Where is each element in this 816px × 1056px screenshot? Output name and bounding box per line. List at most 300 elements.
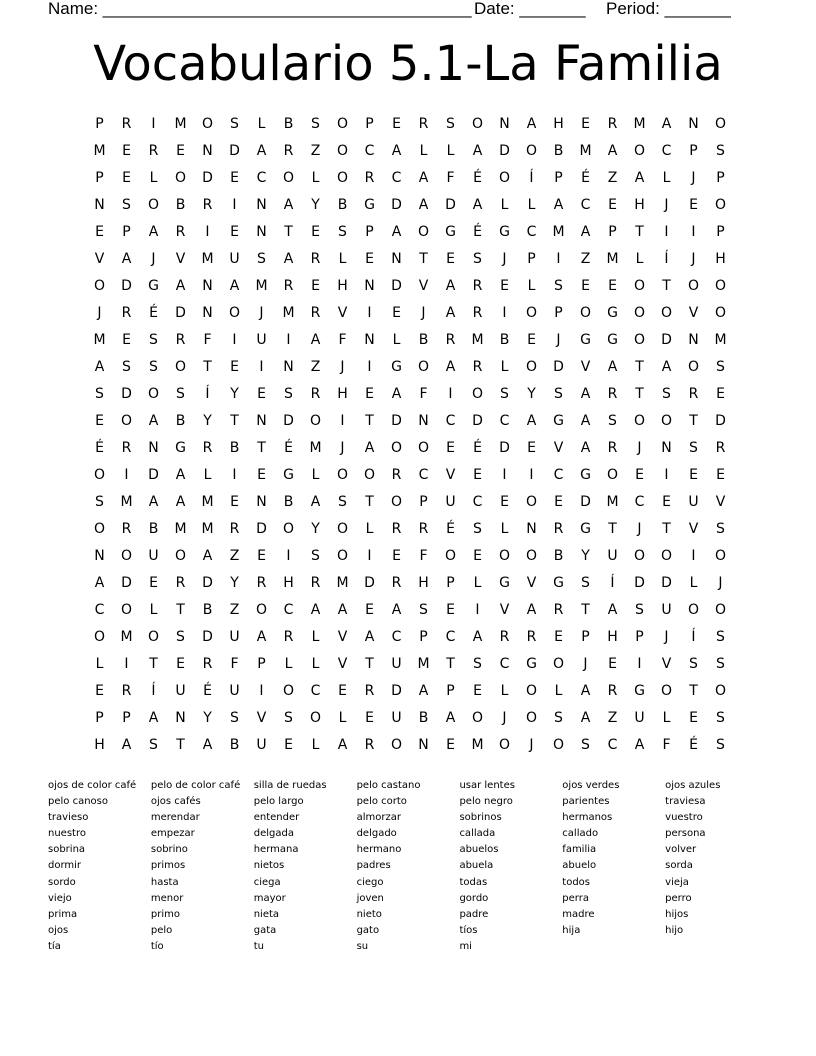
- grid-letter: É: [689, 736, 698, 753]
- grid-letter: N: [688, 115, 699, 132]
- grid-letter: O: [282, 682, 295, 699]
- grid-letter: A: [283, 250, 294, 267]
- grid-letter: S: [257, 250, 266, 267]
- grid-letter: S: [716, 736, 725, 753]
- grid-letter: D: [391, 196, 402, 213]
- grid-letter: J: [691, 250, 696, 267]
- grid-letter: T: [608, 520, 617, 537]
- word-list-item: hijo: [665, 924, 684, 936]
- grid-letter: C: [580, 196, 591, 213]
- grid-letter: H: [715, 250, 726, 267]
- grid-letter: F: [446, 169, 455, 186]
- grid-letter: I: [448, 385, 453, 402]
- grid-letter: R: [364, 736, 375, 753]
- grid-letter: E: [716, 466, 725, 483]
- grid-letter: V: [553, 439, 564, 456]
- grid-letter: I: [529, 466, 534, 483]
- grid-letter: T: [419, 250, 428, 267]
- grid-letter: S: [176, 628, 185, 645]
- grid-letter: R: [310, 385, 321, 402]
- word-list-item: todos: [562, 876, 591, 888]
- grid-letter: O: [471, 709, 484, 726]
- grid-letter: P: [257, 655, 266, 672]
- grid-letter: V: [580, 358, 591, 375]
- grid-letter: Y: [581, 547, 590, 564]
- grid-letter: O: [525, 142, 538, 159]
- grid-letter: T: [635, 223, 644, 240]
- grid-letter: I: [232, 466, 237, 483]
- grid-letter: E: [122, 331, 131, 348]
- grid-letter: R: [526, 628, 537, 645]
- grid-letter: D: [202, 628, 213, 645]
- grid-letter: M: [633, 115, 646, 132]
- grid-letter: M: [120, 628, 133, 645]
- grid-letter: P: [419, 628, 428, 645]
- grid-letter: Y: [203, 709, 212, 726]
- grid-letter: S: [635, 601, 644, 618]
- grid-letter: A: [472, 142, 483, 159]
- grid-letter: Y: [527, 385, 536, 402]
- word-list-item: gata: [253, 924, 277, 936]
- grid-letter: D: [391, 277, 402, 294]
- grid-letter: R: [283, 277, 294, 294]
- grid-letter: I: [259, 358, 264, 375]
- grid-letter: É: [95, 439, 104, 456]
- grid-letter: D: [445, 196, 456, 213]
- grid-letter: C: [499, 412, 510, 429]
- grid-letter: O: [714, 196, 727, 213]
- word-list-item: entender: [253, 812, 300, 824]
- grid-letter: I: [124, 466, 129, 483]
- grid-letter: U: [256, 331, 267, 348]
- grid-letter: L: [149, 169, 158, 186]
- grid-letter: A: [526, 412, 537, 429]
- grid-letter: J: [718, 574, 723, 591]
- grid-letter: I: [367, 304, 372, 321]
- grid-letter: P: [716, 223, 725, 240]
- grid-letter: B: [418, 709, 429, 726]
- grid-letter: E: [581, 277, 590, 294]
- grid-letter: U: [148, 547, 159, 564]
- grid-letter: O: [633, 304, 646, 321]
- grid-letter: V: [661, 655, 672, 672]
- grid-letter: A: [580, 682, 591, 699]
- grid-letter: B: [229, 736, 240, 753]
- grid-letter: D: [256, 520, 267, 537]
- grid-letter: E: [446, 601, 455, 618]
- grid-letter: B: [418, 331, 429, 348]
- grid-letter: S: [689, 439, 698, 456]
- grid-letter: O: [336, 169, 349, 186]
- grid-letter: E: [581, 115, 590, 132]
- grid-letter: M: [120, 493, 133, 510]
- grid-letter: A: [337, 736, 348, 753]
- grid-letter: O: [282, 520, 295, 537]
- grid-letter: E: [446, 250, 455, 267]
- grid-letter: Í: [151, 682, 156, 699]
- grid-letter: L: [635, 250, 644, 267]
- grid-letter: R: [148, 142, 159, 159]
- grid-letter: H: [94, 736, 105, 753]
- grid-letter: P: [95, 169, 104, 186]
- grid-row: [86, 272, 736, 299]
- grid-letter: Y: [230, 574, 239, 591]
- word-column: [562, 778, 665, 955]
- word-list-item: tía: [48, 940, 61, 952]
- grid-letter: T: [662, 520, 671, 537]
- grid-letter: D: [661, 331, 672, 348]
- word-list-item: volver: [665, 844, 697, 856]
- word-list-item: sobrinos: [459, 812, 502, 824]
- grid-letter: A: [148, 412, 159, 429]
- grid-letter: S: [284, 709, 293, 726]
- grid-letter: R: [121, 304, 132, 321]
- grid-letter: S: [716, 628, 725, 645]
- grid-letter: S: [473, 520, 482, 537]
- grid-letter: E: [473, 547, 482, 564]
- grid-letter: É: [473, 169, 482, 186]
- grid-letter: P: [554, 169, 563, 186]
- word-list-item: hermanos: [562, 812, 613, 824]
- grid-letter: B: [337, 196, 348, 213]
- grid-letter: B: [283, 493, 294, 510]
- grid-letter: O: [120, 412, 133, 429]
- grid-letter: V: [688, 520, 699, 537]
- grid-letter: O: [525, 493, 538, 510]
- grid-letter: O: [687, 358, 700, 375]
- grid-letter: U: [391, 655, 402, 672]
- grid-letter: F: [419, 547, 428, 564]
- grid-letter: E: [230, 358, 239, 375]
- grid-letter: P: [689, 142, 698, 159]
- grid-letter: O: [525, 304, 538, 321]
- grid-letter: A: [283, 196, 294, 213]
- grid-letter: R: [607, 439, 618, 456]
- grid-letter: O: [93, 520, 106, 537]
- grid-letter: O: [714, 601, 727, 618]
- grid-letter: R: [418, 115, 429, 132]
- grid-letter: M: [282, 304, 295, 321]
- grid-letter: C: [553, 466, 564, 483]
- grid-letter: O: [336, 142, 349, 159]
- grid-row: [86, 731, 736, 758]
- grid-letter: J: [637, 520, 642, 537]
- grid-letter: A: [661, 358, 672, 375]
- word-list-item: joven: [356, 892, 384, 904]
- grid-letter: Y: [203, 412, 212, 429]
- grid-letter: G: [148, 277, 159, 294]
- grid-letter: T: [149, 655, 158, 672]
- grid-letter: R: [175, 331, 186, 348]
- grid-letter: Z: [607, 169, 618, 186]
- grid-letter: E: [500, 493, 509, 510]
- grid-letter: T: [230, 412, 239, 429]
- grid-letter: D: [472, 412, 483, 429]
- grid-row: [86, 353, 736, 380]
- grid-letter: V: [499, 601, 510, 618]
- word-list-item: pelo corto: [356, 796, 407, 808]
- grid-letter: L: [662, 709, 671, 726]
- word-column: [254, 778, 357, 955]
- grid-letter: S: [95, 385, 104, 402]
- grid-letter: N: [202, 142, 213, 159]
- grid-letter: P: [419, 493, 428, 510]
- grid-letter: O: [120, 601, 133, 618]
- grid-letter: A: [121, 736, 132, 753]
- grid-letter: O: [525, 682, 538, 699]
- word-list-item: perro: [665, 892, 692, 904]
- word-list-item: viejo: [48, 892, 72, 904]
- word-list-item: perra: [562, 892, 589, 904]
- grid-letter: M: [174, 520, 187, 537]
- grid-letter: N: [364, 331, 375, 348]
- grid-row: [86, 542, 736, 569]
- grid-letter: L: [527, 277, 536, 294]
- grid-letter: A: [445, 709, 456, 726]
- grid-letter: O: [201, 115, 214, 132]
- grid-letter: L: [419, 142, 428, 159]
- grid-letter: S: [338, 223, 347, 240]
- grid-letter: M: [255, 277, 268, 294]
- grid-letter: P: [122, 709, 131, 726]
- grid-letter: B: [175, 196, 186, 213]
- grid-letter: O: [525, 547, 538, 564]
- grid-letter: A: [580, 385, 591, 402]
- grid-letter: A: [607, 601, 618, 618]
- date-field-label: Date: _______: [474, 0, 586, 18]
- word-list-item: primo: [150, 908, 180, 920]
- grid-letter: P: [554, 304, 563, 321]
- word-list-item: nieto: [356, 908, 382, 920]
- grid-letter: L: [203, 466, 212, 483]
- grid-letter: A: [391, 601, 402, 618]
- word-list-item: parientes: [562, 796, 610, 808]
- word-column: [357, 778, 460, 955]
- grid-letter: L: [257, 115, 266, 132]
- grid-letter: D: [121, 277, 132, 294]
- grid-letter: S: [311, 115, 320, 132]
- grid-row: [86, 137, 736, 164]
- grid-letter: O: [336, 520, 349, 537]
- grid-letter: Y: [230, 385, 239, 402]
- grid-letter: O: [633, 412, 646, 429]
- grid-letter: G: [580, 520, 591, 537]
- grid-letter: C: [526, 223, 537, 240]
- grid-letter: O: [309, 709, 322, 726]
- grid-letter: Z: [229, 547, 240, 564]
- grid-letter: S: [716, 520, 725, 537]
- grid-letter: L: [689, 574, 698, 591]
- grid-letter: D: [499, 142, 510, 159]
- grid-letter: S: [149, 331, 158, 348]
- word-list-item: callado: [562, 828, 599, 840]
- grid-row: [86, 407, 736, 434]
- grid-letter: S: [122, 358, 131, 375]
- grid-letter: N: [202, 277, 213, 294]
- grid-letter: T: [176, 601, 185, 618]
- word-list-item: pelo largo: [253, 796, 304, 808]
- grid-letter: U: [445, 493, 456, 510]
- grid-letter: E: [230, 493, 239, 510]
- grid-row: [86, 704, 736, 731]
- grid-letter: R: [607, 385, 618, 402]
- word-list-item: pelo castano: [356, 780, 421, 791]
- grid-letter: M: [201, 250, 214, 267]
- word-list-item: empezar: [150, 828, 195, 840]
- grid-letter: R: [715, 439, 726, 456]
- grid-letter: C: [391, 628, 402, 645]
- grid-letter: O: [660, 682, 673, 699]
- grid-letter: O: [633, 142, 646, 159]
- grid-letter: P: [446, 574, 455, 591]
- grid-letter: N: [202, 304, 213, 321]
- grid-letter: G: [607, 304, 618, 321]
- grid-letter: V: [445, 466, 456, 483]
- grid-letter: R: [121, 520, 132, 537]
- grid-letter: A: [175, 277, 186, 294]
- grid-row: [86, 110, 736, 137]
- grid-row: [86, 326, 736, 353]
- grid-letter: N: [148, 439, 159, 456]
- grid-row: [86, 596, 736, 623]
- grid-row: [86, 434, 736, 461]
- grid-row: [86, 218, 736, 245]
- grid-letter: J: [556, 331, 561, 348]
- grid-letter: I: [205, 223, 210, 240]
- word-list-item: silla de ruedas: [253, 780, 327, 791]
- header: [48, 0, 748, 22]
- grid-letter: A: [553, 196, 564, 213]
- grid-letter: I: [556, 250, 561, 267]
- grid-letter: Z: [229, 601, 240, 618]
- grid-letter: E: [689, 709, 698, 726]
- grid-letter: O: [498, 736, 511, 753]
- grid-letter: R: [391, 574, 402, 591]
- word-list-item: sobrino: [150, 844, 188, 856]
- grid-letter: Í: [529, 169, 534, 186]
- grid-letter: M: [174, 115, 187, 132]
- grid-letter: O: [390, 493, 403, 510]
- grid-letter: E: [311, 223, 320, 240]
- word-list-item: hermana: [253, 844, 299, 856]
- grid-letter: L: [311, 628, 320, 645]
- grid-letter: R: [472, 358, 483, 375]
- grid-letter: O: [660, 547, 673, 564]
- grid-letter: O: [471, 115, 484, 132]
- word-list-item: sordo: [48, 876, 76, 888]
- grid-letter: N: [283, 358, 294, 375]
- grid-letter: V: [256, 709, 267, 726]
- grid-letter: G: [580, 331, 591, 348]
- grid-letter: I: [259, 682, 264, 699]
- grid-letter: S: [230, 709, 239, 726]
- word-list-item: abuelo: [562, 860, 597, 872]
- grid-letter: B: [283, 115, 294, 132]
- grid-letter: S: [230, 115, 239, 132]
- grid-letter: M: [93, 331, 106, 348]
- grid-letter: D: [148, 466, 159, 483]
- grid-letter: D: [364, 574, 375, 591]
- grid-letter: P: [365, 223, 374, 240]
- grid-letter: B: [202, 601, 213, 618]
- word-list-item: tu: [253, 940, 264, 952]
- grid-letter: E: [176, 655, 185, 672]
- word-list-item: sobrina: [48, 844, 86, 856]
- grid-letter: O: [93, 277, 106, 294]
- grid-letter: M: [201, 520, 214, 537]
- grid-letter: Y: [311, 520, 320, 537]
- grid-letter: E: [473, 682, 482, 699]
- grid-row: [86, 164, 736, 191]
- grid-letter: R: [175, 574, 186, 591]
- grid-letter: E: [257, 466, 266, 483]
- grid-letter: E: [365, 385, 374, 402]
- grid-letter: T: [257, 439, 266, 456]
- grid-letter: A: [337, 601, 348, 618]
- word-list-item: vuestro: [665, 812, 703, 824]
- grid-letter: Z: [580, 250, 591, 267]
- grid-letter: Í: [610, 574, 615, 591]
- grid-letter: Z: [310, 142, 321, 159]
- grid-letter: I: [637, 655, 642, 672]
- word-list-item: menor: [150, 892, 184, 904]
- grid-letter: E: [527, 331, 536, 348]
- grid-letter: M: [552, 223, 565, 240]
- grid-letter: B: [148, 520, 159, 537]
- grid-letter: O: [174, 169, 187, 186]
- grid-letter: A: [580, 223, 591, 240]
- grid-letter: T: [365, 493, 374, 510]
- grid-letter: A: [607, 358, 618, 375]
- word-list-item: pelo canoso: [48, 796, 108, 808]
- grid-letter: S: [473, 655, 482, 672]
- grid-letter: M: [714, 331, 727, 348]
- grid-letter: S: [500, 385, 509, 402]
- grid-letter: H: [283, 574, 294, 591]
- period-field-label: Period: _______: [606, 0, 731, 18]
- grid-letter: S: [608, 412, 617, 429]
- grid-letter: H: [553, 115, 564, 132]
- grid-letter: E: [500, 277, 509, 294]
- grid-letter: O: [309, 412, 322, 429]
- grid-letter: B: [553, 142, 564, 159]
- grid-letter: A: [391, 142, 402, 159]
- grid-letter: O: [417, 439, 430, 456]
- grid-letter: L: [284, 655, 293, 672]
- grid-letter: A: [310, 493, 321, 510]
- grid-letter: R: [121, 439, 132, 456]
- grid-letter: A: [634, 736, 645, 753]
- grid-letter: O: [147, 385, 160, 402]
- grid-letter: D: [175, 304, 186, 321]
- grid-letter: E: [284, 736, 293, 753]
- word-column: [459, 778, 562, 955]
- grid-letter: A: [148, 709, 159, 726]
- grid-letter: L: [338, 250, 347, 267]
- word-list-item: abuelos: [459, 844, 499, 856]
- grid-letter: L: [662, 169, 671, 186]
- grid-letter: P: [635, 628, 644, 645]
- grid-letter: S: [716, 709, 725, 726]
- grid-letter: L: [311, 655, 320, 672]
- grid-letter: P: [95, 115, 104, 132]
- grid-letter: A: [472, 196, 483, 213]
- grid-letter: N: [418, 736, 429, 753]
- grid-letter: O: [120, 547, 133, 564]
- grid-row: [86, 191, 736, 218]
- grid-letter: M: [606, 493, 619, 510]
- grid-letter: F: [662, 736, 671, 753]
